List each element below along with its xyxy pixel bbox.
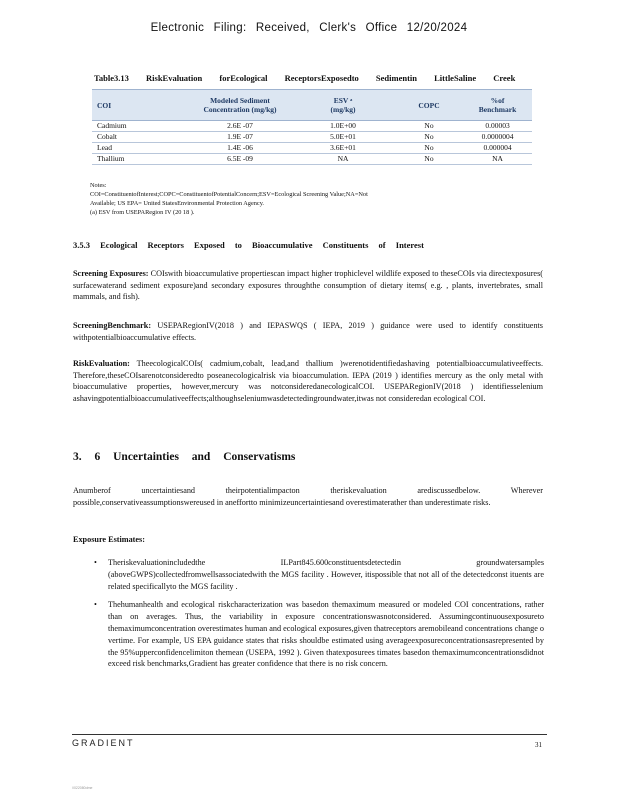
paragraph-label: Screening Exposures: [73, 269, 149, 278]
paragraph-label: RiskEvaluation: [73, 359, 130, 368]
table-row [92, 154, 532, 165]
cell-concentration: 1.9E -07 [189, 132, 291, 143]
header-esv-sub: (mg/kg) [330, 105, 356, 114]
cell-concentration: 6.5E -09 [189, 154, 291, 165]
table-row [92, 121, 532, 132]
note-line: Notes: [90, 182, 107, 189]
gradient-logo: GRADIENT [72, 738, 135, 748]
section-heading-3-5-3: 3.5.3 Ecological Receptors Exposed to Bioaccumulative Constituents of Interest [73, 240, 424, 250]
filing-stamp: Electronic Filing: Received, Clerk's Office 12/20/2024 [150, 22, 468, 34]
footer-divider [72, 734, 547, 735]
cell-percent: 0.0000004 [463, 132, 532, 143]
header-modeled-sub: Concentration (mg/kg) [203, 105, 277, 114]
cell-percent: NA [463, 154, 532, 165]
table-title-part: Table3.13 [94, 73, 129, 83]
cell-concentration: 1.4E -06 [189, 143, 291, 154]
table-title-part: ReceptorsExposedto [284, 73, 359, 83]
cell-concentration: 2.6E -07 [189, 121, 291, 132]
table-title-part: RiskEvaluation [146, 73, 203, 83]
table-title-part: Sedimentin [375, 73, 417, 83]
header-copc: COPC [395, 90, 463, 121]
header-coi: COI [92, 90, 189, 121]
note-line: Available; US EPA= United StatesEnvironmental Protection Agency. [90, 200, 265, 207]
section-heading-3-6: 3. 6 Uncertainties and Conservatisms [73, 451, 296, 463]
table-title-part: Creek [493, 73, 516, 83]
paragraph-uncertainties-intro: Anumberof uncertaintiesand theirpotentialimpacton theriskevaluation arediscussedbelow. Wherever possible,conservativeassumptionswereused in aneffortto minimizeuncertaintiesand overestimaterather than underestimate risks. [73, 486, 543, 507]
footer-file-ref: \\022080dme [72, 786, 93, 790]
table-header-row [92, 90, 532, 121]
paragraph-screening-exposures [73, 268, 543, 303]
cell-copc: No [395, 154, 463, 165]
header-pct-sub: Benchmark [478, 105, 517, 114]
exposure-estimates-heading: Exposure Estimates: [73, 535, 145, 544]
risk-evaluation-table [92, 89, 532, 165]
cell-coi: Lead [92, 143, 189, 154]
cell-percent: 0.000004 [463, 143, 532, 154]
table-title-part: forEcological [219, 73, 268, 83]
cell-percent: 0.00003 [463, 121, 532, 132]
cell-coi: Thallium [92, 154, 189, 165]
cell-esv: 3.6E+01 [291, 143, 395, 154]
note-line: COI=ConstituentofInterest;COPC=ConstituentofPotentialConcern;ESV=Ecological Screening Value;NA=Not [90, 191, 368, 198]
cell-coi: Cobalt [92, 132, 189, 143]
paragraph-text: USEPARegionIV(2018 ) and IEPASWQS ( IEPA, 2019 ) guidance were used to identify constituents withpotentialbioaccumulative effects. [73, 321, 543, 342]
paragraph-text: COIswith bioaccumulative propertiescan impact higher trophiclevel wildlife exposed to theseCOIs via directexposures( surfacewaterand sediment exposure)and secondary exposures throughthe consumption of dietary items( e.g. , plants, invertebrates, small mammals, and fish). [73, 269, 543, 301]
paragraph-text: TheecologicalCOIs( cadmium,cobalt, lead,and thallium )werenotidentifiedashaving potentialbioaccumulativeeffects. Therefore,theseCOIsarenotconsideredto poseanecologicalrisk via bioaccumulation. IEPA (2019 ) identifies mercury as the only metal with bioaccumulative properties, however,mercury was notconsideredanecologicalCOI. USEPARegionIV(2018 ) identifiesselenium ashavingpotentialbioaccumulativeeffects;althoughseleniumwasdetectedingroundwater,itwas not consideredan ecological COI. [73, 359, 543, 403]
table-title [94, 73, 514, 83]
paragraph-risk-evaluation [73, 358, 543, 404]
cell-copc: No [395, 132, 463, 143]
list-item: • Theriskevaluationincludedthe ILPart845.600constituentsdetectedin groundwatersamples (aboveGWPS)collectedfromwellsassociatedwith the MGS facility . However, itispossible that not all of the detectedconst ituents are related specificallyto the MGS facility . [94, 557, 544, 592]
paragraph-screening-benchmark [73, 320, 543, 343]
exposure-bullet-list [94, 557, 544, 677]
cell-esv: NA [291, 154, 395, 165]
note-line: (a) ESV from USEPARegion IV (20 18 ). [90, 209, 195, 216]
cell-copc: No [395, 121, 463, 132]
cell-esv: 5.0E+01 [291, 132, 395, 143]
list-item: • Thehumanhealth and ecological riskcharacterization was basedon themaximum measured or modeled COI concentrations, rather than on averages. Thus, the variability in exposure concentrationswasnotconsidered. Assumingcontinuousexposureto themaximumconcentration overestimates human and ecological exposures,given thatreceptors aremobileand concentrations change o vertime. For example, US EPA guidance states that risks shouldbe estimated using averageexposureconcentrationsasrepresented by the 95%upperconfidencelimiton themean (USEPA, 1992 ). Given thatexposurees timates basedon themaximumconcentrationsdidnot exceed risk benchmarks,Gradient has greater confidence that there is no risk concern. [94, 599, 544, 670]
cell-copc: No [395, 143, 463, 154]
table-row [92, 143, 532, 154]
header-modeled-concentration [189, 90, 291, 121]
header-modeled-label: Modeled Sediment [210, 96, 270, 105]
table-title-part: LittleSaline [434, 73, 477, 83]
header-pct-label: %of [490, 96, 505, 105]
header-esv [291, 90, 395, 121]
header-esv-label: ESV ᵃ [333, 96, 353, 105]
cell-esv: 1.0E+00 [291, 121, 395, 132]
header-percent-benchmark [463, 90, 532, 121]
page-number: 31 [535, 741, 542, 749]
table-notes [90, 181, 530, 217]
paragraph-label: ScreeningBenchmark: [73, 321, 152, 330]
cell-coi: Cadmium [92, 121, 189, 132]
table-row [92, 132, 532, 143]
